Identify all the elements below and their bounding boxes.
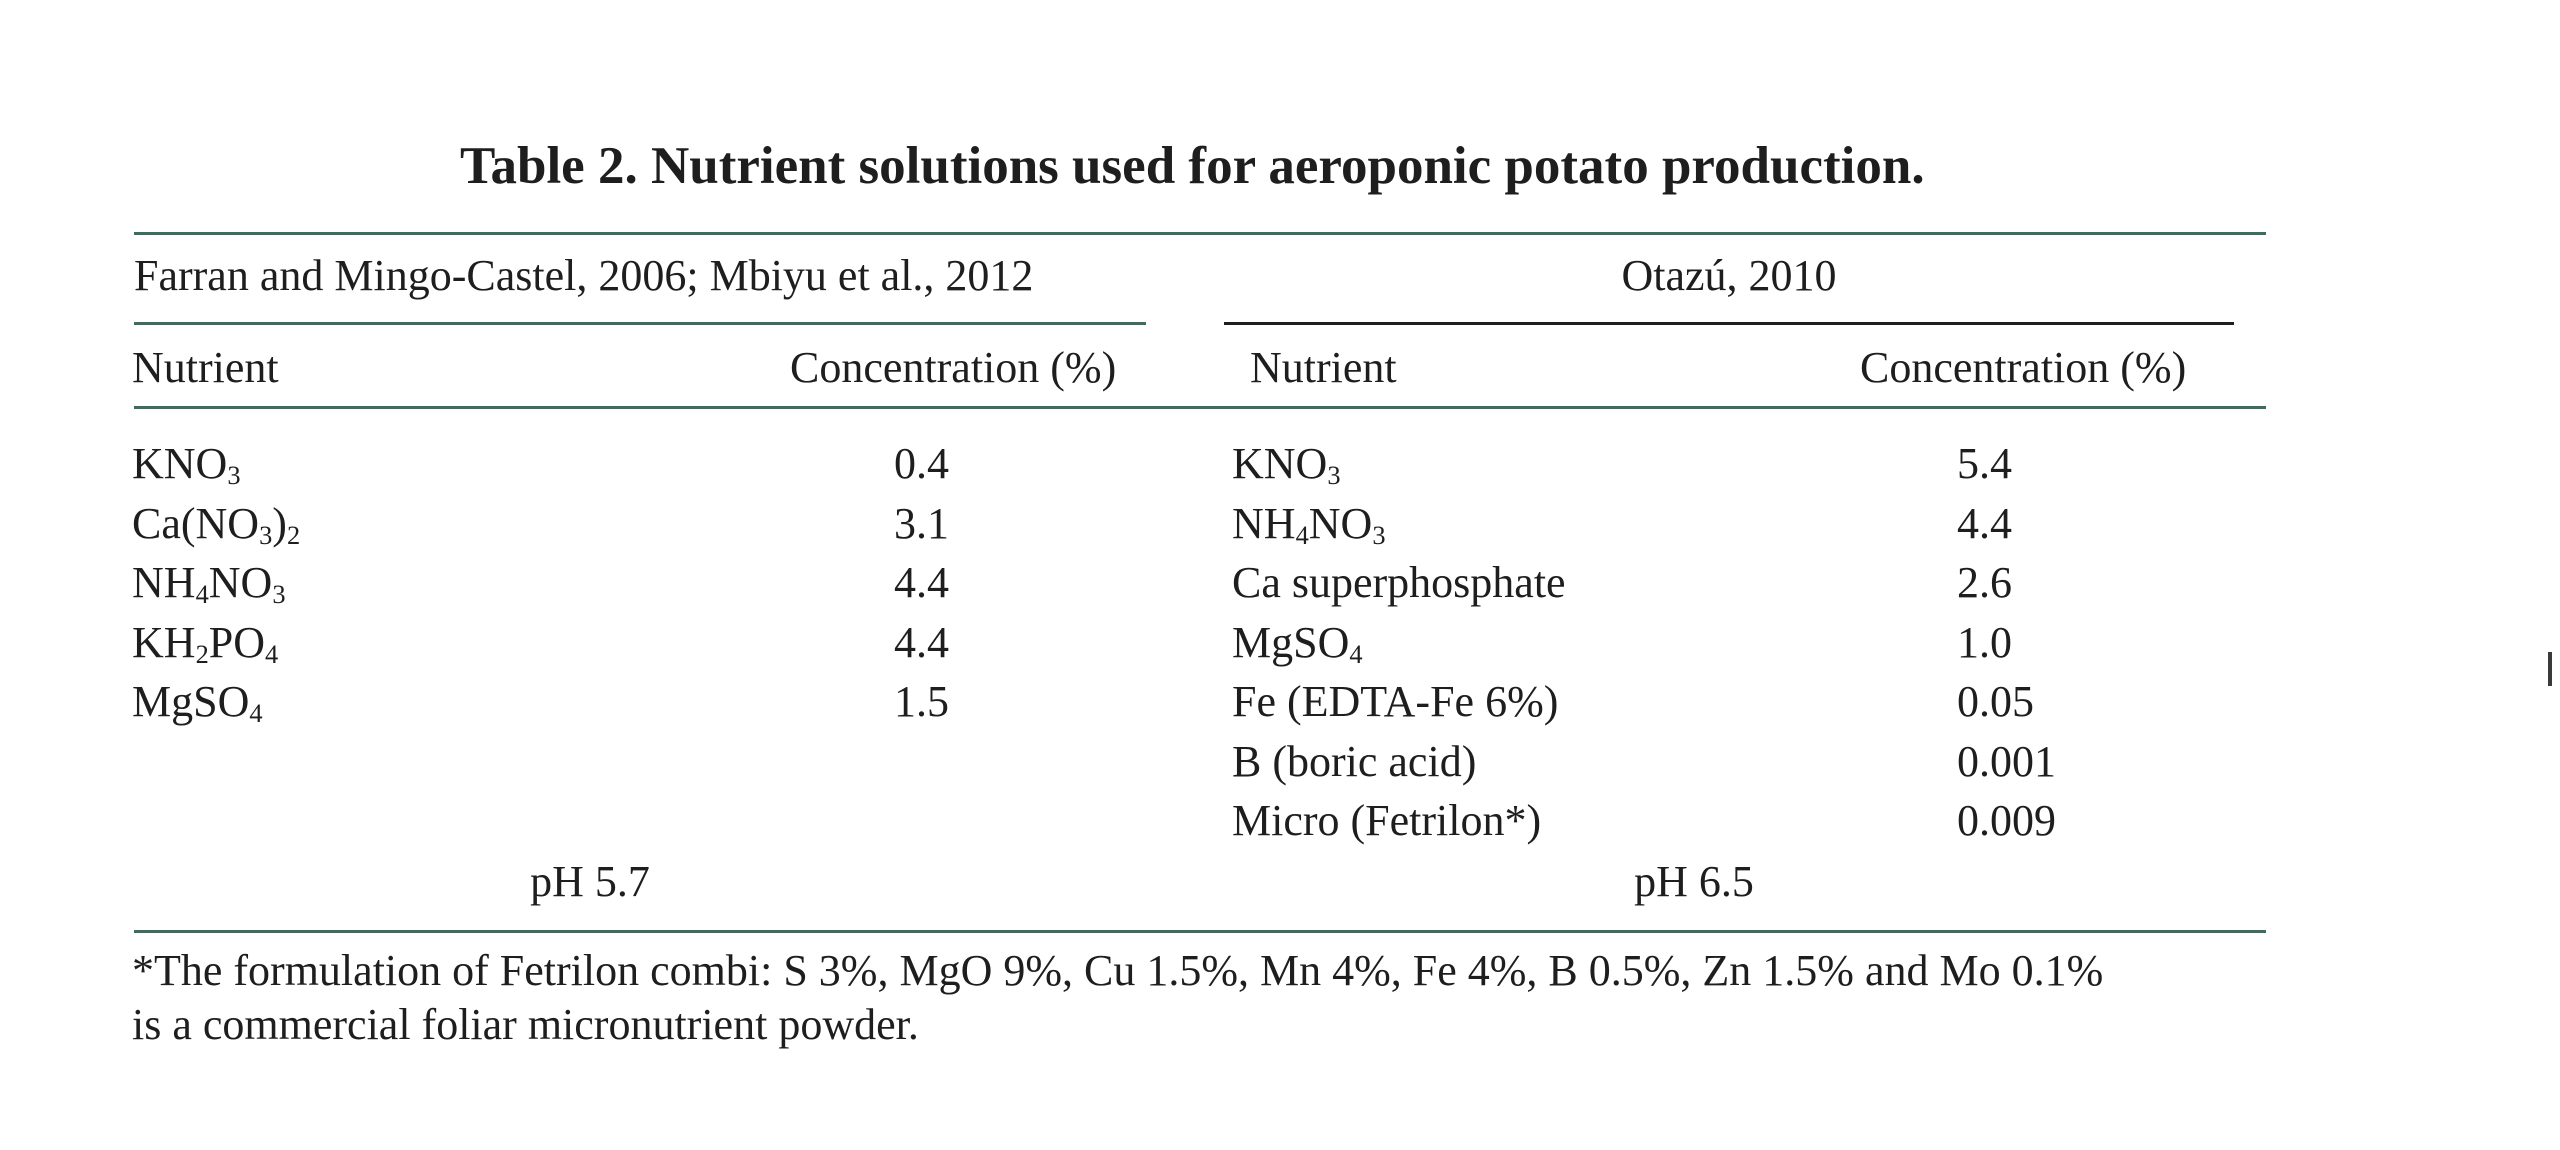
left-source-rule — [134, 322, 1146, 325]
right-concentration-cell: 4.4 — [1957, 498, 2012, 548]
left-col-concentration-header: Concentration (%) — [790, 343, 1117, 392]
left-concentration-cell: 4.4 — [894, 558, 949, 607]
left-ph: pH 5.7 — [530, 857, 650, 906]
scroll-indicator[interactable] — [2548, 652, 2552, 686]
left-nutrient-cell: MgSO$_4$ — [132, 677, 263, 728]
right-nutrient-cell: Micro (Fetrilon*) — [1232, 796, 1542, 845]
right-col-nutrient-header: Nutrient — [1250, 343, 1397, 392]
right-nutrient-cell: $KNO_3$ — [1232, 439, 1341, 490]
left-nutrient-cell: $Ca(NO_3)_2$ — [132, 498, 301, 550]
left-col-nutrient-header: Nutrient — [132, 343, 279, 392]
left-nutrient-cell: $NH_4NO_3$ — [132, 558, 286, 609]
right-concentration-cell: 0.001 — [1957, 736, 2056, 786]
right-nutrient-cell: $NH_4NO_3$ — [1232, 498, 1386, 550]
right-nutrient-cell: Ca superphosphate — [1232, 558, 1566, 607]
left-concentration-cell: 3.1 — [894, 498, 949, 548]
left-nutrient-cell: $KNO_3$ — [132, 439, 241, 490]
right-concentration-cell: 0.05 — [1957, 677, 2034, 726]
footnote — [132, 944, 2272, 1052]
left-concentration-cell: 1.5 — [894, 677, 949, 726]
right-concentration-cell: 5.4 — [1957, 439, 2012, 488]
right-col-concentration-header: Concentration (%) — [1860, 343, 2187, 392]
right-concentration-cell: 0.009 — [1957, 796, 2056, 845]
left-source-heading: Farran and Mingo-Castel, 2006; Mbiyu et al., 2012 — [134, 251, 1034, 300]
header-rule — [134, 406, 2266, 409]
footnote-line-1: *The formulation of Fetrilon combi: S 3%, MgO 9%, Cu 1.5%, Mn 4%, Fe 4%, B 0.5%, Zn 1.5% and Mo 0.1% — [132, 946, 2104, 995]
right-nutrient-cell: MgSO$_4$ — [1232, 617, 1363, 669]
table-title: Table 2. Nutrient solutions used for aeroponic potato production. — [460, 137, 1925, 195]
right-source-heading: Otazú, 2010 — [1621, 251, 1837, 300]
right-concentration-cell: 2.6 — [1957, 558, 2012, 607]
footnote-line-2: is a commercial foliar micronutrient powder. — [132, 1000, 919, 1049]
right-nutrient-cell: B (boric acid) — [1232, 736, 1477, 786]
top-rule — [134, 232, 2266, 235]
right-nutrient-cell: Fe (EDTA-Fe 6%) — [1232, 677, 1559, 726]
left-nutrient-cell: $KH_2PO_4$ — [132, 617, 279, 669]
right-ph: pH 6.5 — [1634, 857, 1754, 906]
left-concentration-cell: 4.4 — [894, 617, 949, 667]
bottom-rule — [134, 930, 2266, 933]
left-concentration-cell: 0.4 — [894, 439, 949, 488]
right-concentration-cell: 1.0 — [1957, 617, 2012, 667]
right-source-rule — [1224, 322, 2234, 325]
